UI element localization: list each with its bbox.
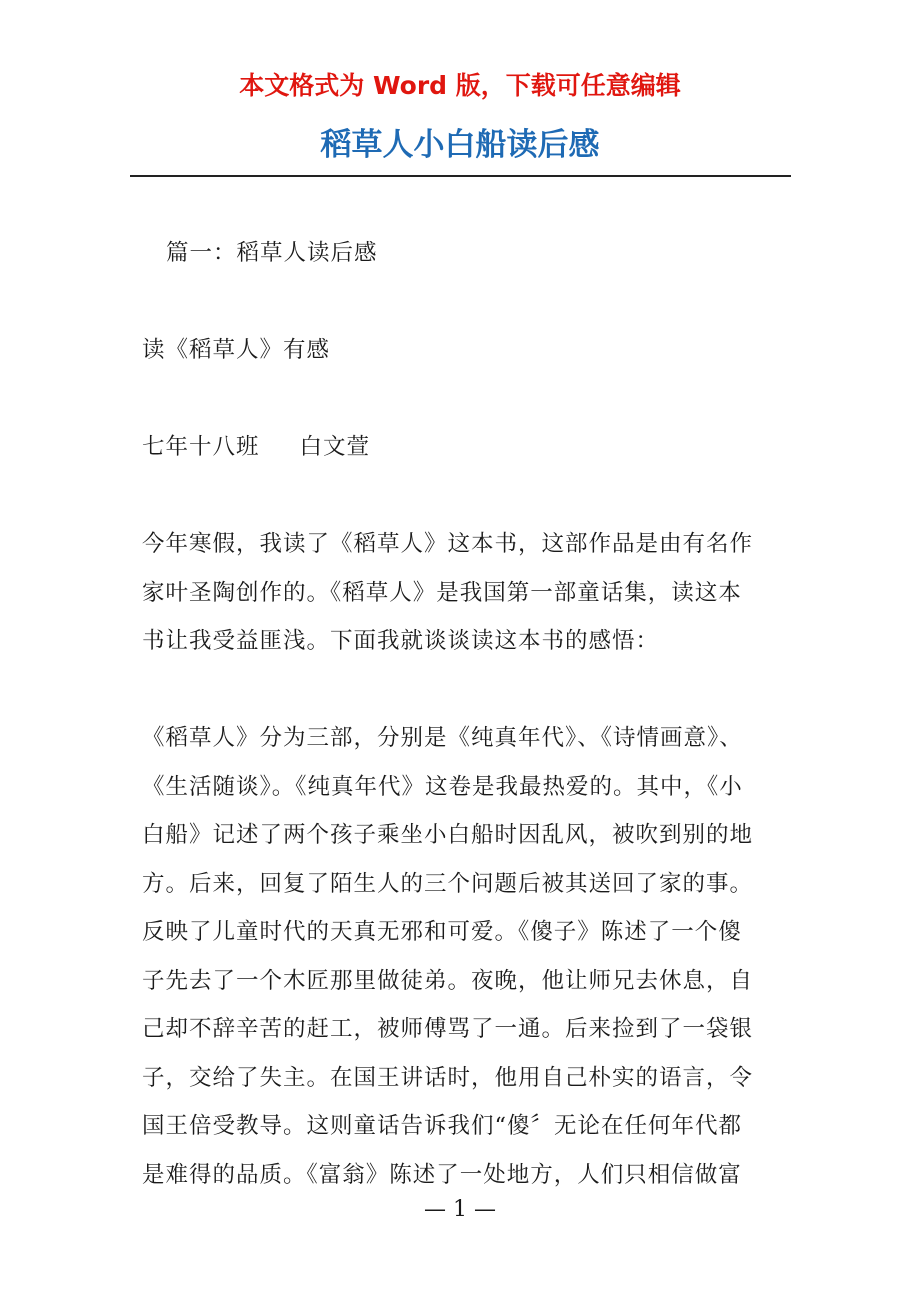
text-line: 书让我受益匪浅。下面我就谈谈读这本书的感悟： [142,628,660,654]
text-line: 白船》记述了两个孩子乘坐小白船时因乱风，被吹到别的地 [142,822,754,848]
text-line: 反映了儿童时代的天真无邪和可爱。《傻子》陈述了一个傻 [142,919,742,945]
text-line: 子，交给了失主。在国王讲话时，他用自己朴实的语言，令 [142,1064,754,1091]
author-class: 七年十八班 [142,434,260,460]
document-body [142,229,782,1248]
paragraph-intro [142,520,782,666]
text-line: 国王倍受教导。这则童话告诉我们“傻〞无论在任何年代都 [142,1113,743,1139]
title-divider [130,175,791,177]
text-line: 子先去了一个木匠那里做徒弟。夜晚，他让师兄去休息，自 [142,967,754,994]
format-notice-banner: 本文格式为 Word 版，下载可任意编辑 [239,71,681,100]
text-line: 方。后来，回复了陌生人的三个问题后被其送回了家的事。 [142,870,754,897]
text-line: 己却不辞辛苦的赶工，被师傅骂了一通。后来捡到了一袋银 [142,1016,754,1042]
author-line [142,423,782,472]
text-line: 《生活随谈》。《纯真年代》这卷是我最热爱的。其中，《小 [142,773,743,800]
text-line: 《稻草人》分为三部，分别是《纯真年代》、《诗情画意》、 [142,725,743,751]
essay-subtitle: 读《稻草人》有感 [142,337,331,363]
paragraph-summary [142,714,782,1199]
page-number: — 1 — [424,1197,496,1222]
section-heading: 篇一：稻草人读后感 [166,240,378,266]
text-line: 家叶圣陶创作的。《稻草人》是我国第一部童话集，读这本 [142,579,742,606]
document-title: 稻草人小白船读后感 [320,127,600,163]
text-line: 今年寒假，我读了《稻草人》这本书，这部作品是由有名作 [142,531,754,557]
author-name: 白文萱 [299,434,371,460]
text-line: 是难得的品质。《富翁》陈述了一处地方，人们只相信做富 [142,1161,742,1188]
